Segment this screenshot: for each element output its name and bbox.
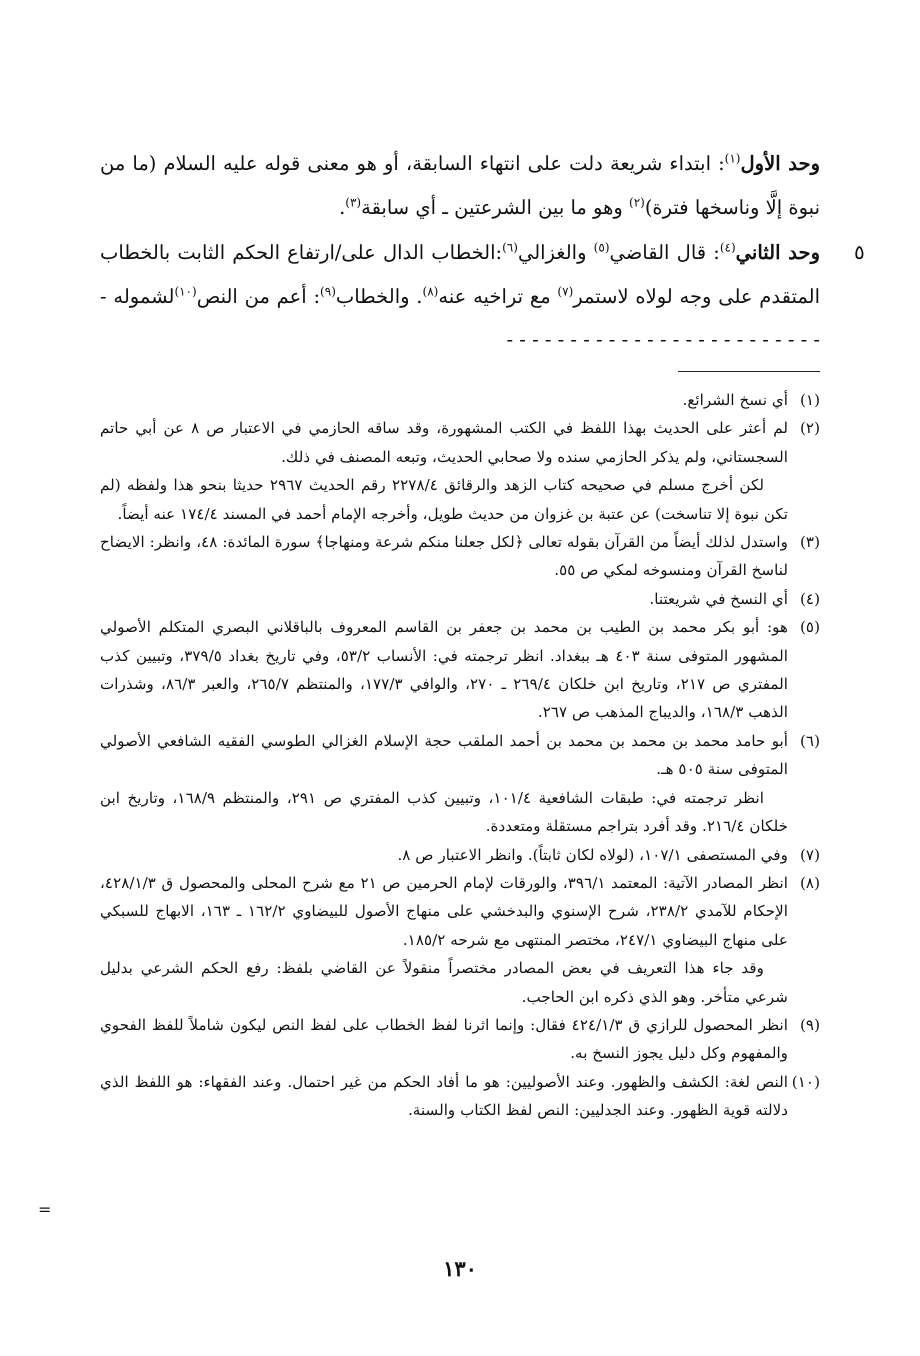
footnote-item <box>100 585 820 613</box>
footnote-number: (٧) <box>799 845 820 864</box>
text-segment: : أعم من النص <box>196 284 321 308</box>
footnote-continuation: انظر ترجمته في: طبقات الشافعية ١٠١/٤، وتبيين كذب المفتري ص ٢٩١، والمنتظم ١٦٨/٩، وتاريخ ابن خلكان ٢١٦/٤. وقد أفرد بتراجم مستقلة ومتعددة. <box>100 788 788 836</box>
footnote-text: انظر المحصول للرازي ق ٤٢٤/١/٣ فقال: وإنما اثرنا لفظ الخطاب على لفظ النص ليكون شاملاً للفظ الفحوي والمفهوم وكل دليل يجوز النسخ به. <box>100 1015 789 1063</box>
footnote-number: (٣) <box>799 533 820 552</box>
footnote-divider <box>678 371 820 372</box>
footnote-ref: (٩) <box>320 284 336 298</box>
footnote-number: (٢) <box>799 419 820 438</box>
footnote-ref: (٧) <box>557 284 574 298</box>
footnote-item <box>100 1068 820 1125</box>
footnote-text: هو: أبو بكر محمد بن الطيب بن محمد بن جعفر بن القاسم المعروف بالباقلاني البصري المتكلم الأصولي المشهور المتوفى سنة ٤٠٣ هـ ببغداد. انظر ترجمته في: الأنساب ٥٣/٢، وفي تاريخ بغداد ٣٧٩/٥، وتبيين كذب المفتري ص ٢١٧، وتاريخ ابن خلكان ٢٦٩/٤ ـ ٢٧٠، والوافي ١٧٧/٣، والمنتظم ٢٦٥/٧، والعبر ٨٦/٣، وشذرات الذهب ١٦٨/٣، والديباج المذهب ص ٢٦٧. <box>100 618 789 722</box>
text-segment: : ابتداء شريعة دلت على انتهاء السابقة، أو هو معنى قوله عليه السلام (ما من نبوة إلَّا وناسخها فترة) <box>100 152 820 219</box>
main-text <box>100 142 820 362</box>
footnote-text: انظر المصادر الآتية: المعتمد ٣٩٦/١، والورقات لإمام الحرمين ص ٢١ مع شرح المحلى والمحصول ق ٤٢٨/١/٣، الإحكام للآمدي ٢٣٨/٢، شرح الإسنوي والبدخشي على منهاج الأصول للبيضاوي ١٦٢/٢ ـ ١٦٣، الابهاج للسبكي على منهاج البيضاوي ٢٤٧/١، مختصر المنتهى مع شرحه ١٨٥/٢. <box>100 873 788 949</box>
text-segment: والغزالي <box>517 241 594 264</box>
text-segment: لشموله <box>113 284 175 308</box>
footnote-text: النص لغة: الكشف والظهور. وعند الأصوليين: هو ما أفاد الحكم من غير احتمال. وعند الفقهاء: هو اللفظ الذي دلالته قوية الظهور. وعند الجدليين: النص لفظ الكتاب والسنة. <box>100 1072 788 1120</box>
footnote-continuation: وقد جاء هذا التعريف في بعض المصادر مختصراً منقولاً عن القاضي بلفظ: رفع الحكم الشرعي بدليل شرعي متأخر. وهو الذي ذكره ابن الحاجب. <box>100 959 788 1006</box>
footnote-text: أي النسخ في شريعتنا. <box>649 589 788 608</box>
text-segment: :الخطاب الدال على/ارتفاع الحكم الثابت بالخطاب المتقدم على وجه لولاه لاستمر <box>100 241 820 308</box>
definition-first <box>100 142 820 229</box>
footnote-item <box>100 386 820 414</box>
page-number: ١٣٠ <box>443 1256 477 1281</box>
footnote-number: (٦) <box>799 731 820 750</box>
footnote-number: (١٠) <box>791 1072 820 1091</box>
footnote-item <box>100 869 820 1011</box>
side-mark: = <box>38 1200 52 1219</box>
footnote-text: أبو حامد محمد بن محمد بن محمد بن أحمد الملقب حجة الإسلام الغزالي الطوسي الفقيه الشافعي الأصولي المتوفى سنة ٥٠٥ هـ. <box>100 731 788 779</box>
text-segment: . <box>339 195 346 219</box>
footnote-number: (٥) <box>799 618 820 637</box>
term-second: وحد الثاني <box>735 241 820 264</box>
footnote-ref: (٥) <box>593 240 610 255</box>
text-segment: مع تراخيه عنه <box>438 284 558 308</box>
footnotes <box>100 386 820 1125</box>
footnote-ref: (١٠) <box>174 284 197 298</box>
footnote-number: (٩) <box>799 1015 820 1034</box>
footnote-item <box>100 613 820 727</box>
footnote-number: (١) <box>799 391 820 409</box>
footnote-text: وفي المستصفى ١٠٧/١، (لولاه لكان ثابتاً). وانظر الاعتبار ص ٨. <box>397 845 788 864</box>
footnote-item <box>100 1011 820 1068</box>
footnote-item <box>100 528 820 585</box>
footnote-ref: (١) <box>724 151 741 166</box>
footnote-item <box>100 727 820 841</box>
footnote-item <box>100 841 820 869</box>
term-first: وحد الأول <box>740 152 820 175</box>
definition-second <box>100 231 820 362</box>
footnote-ref: (٤) <box>719 240 736 255</box>
footnote-text: لم أعثر على الحديث بهذا اللفظ في الكتب المشهورة، وقد ساقه الحازمي في الاعتبار ص ٨ عن أبي حاتم السجستاني، ولم يذكر الحازمي سنده ولا صحابي الحديث، وتبعه المصنف في ذلك. <box>100 419 789 466</box>
footnote-number: (٨) <box>799 873 820 892</box>
footnote-ref: (٦) <box>502 240 518 255</box>
text-segment: : قال القاضي <box>609 241 720 264</box>
footnote-ref: (٨) <box>422 284 439 298</box>
margin-line-number: ٥ <box>854 240 865 264</box>
footnote-ref: (٢) <box>629 195 645 209</box>
footnote-text: واستدل لذلك أيضاً من القرآن بقوله تعالى ﴿لكل جعلنا منكم شرعة ومنهاجا﴾ سورة المائدة: ٤٨، وانظر: الايضاح لناسخ القرآن ومنسوخه لمكي ص ٥٥. <box>100 533 788 580</box>
footnote-ref: (٣) <box>345 195 362 209</box>
footnote-continuation: لكن أخرج مسلم في صحيحه كتاب الزهد والرقائق ٢٢٧٨/٤ رقم الحديث ٢٩٦٧ حديثا بنحو هذا ولفظه (لم تكن نبوة إلا تناسخت) عن عتبة بن غزوان من حديث طويل، وأخرجه الإمام أحمد في المسند ١٧٤/٤ عنه أيضاً. <box>100 476 788 523</box>
footnote-item <box>100 414 820 528</box>
footnote-number: (٤) <box>799 589 820 608</box>
text-segment: . والخطاب <box>335 284 423 308</box>
text-segment: وهو ما بين الشرعتين ـ أي سابقة <box>361 195 629 219</box>
footnote-text: أي نسخ الشرائع. <box>682 391 788 409</box>
continuation-dashes: - - - - - - - - - - - - - - - - - - - - - - - - - - <box>100 284 820 351</box>
